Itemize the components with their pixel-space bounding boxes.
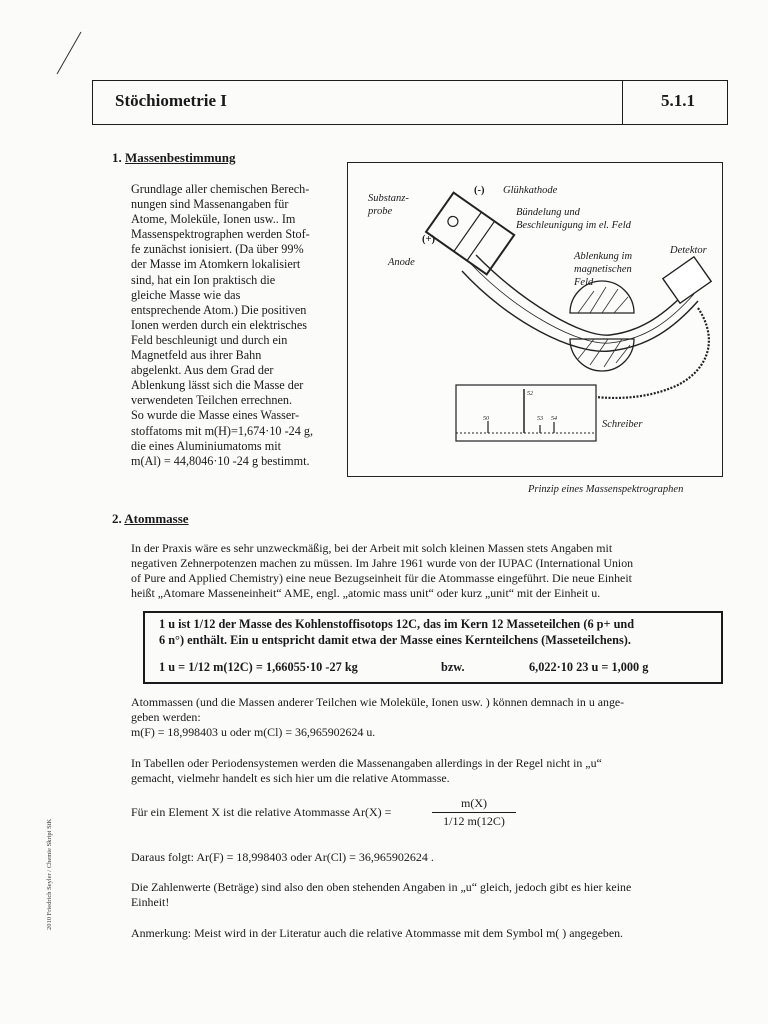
label-detektor: Detektor (670, 245, 707, 256)
intro-line: In der Praxis wäre es sehr unzweckmäßig, bei der Arbeit mit solch kleinen Massen stets Angaben mit (131, 541, 613, 555)
label-schreiber: Schreiber (602, 419, 643, 430)
bzw-label: bzw. (441, 660, 465, 674)
p1-line: Atommassen (und die Massen anderer Teilchen wie Moleküle, Ionen usw. ) können demnach in u ange- (131, 695, 625, 709)
definition-line-1: 1 u ist 1/12 der Masse des Kohlenstoffisotops 12C, das im Kern 12 Masseteilchen (6 p+ und (159, 617, 635, 631)
section1-line: sind, hat ein Ion praktisch die (131, 272, 276, 287)
label-ablenkung-3: Feld (574, 277, 594, 288)
peak-label-50: 50 (483, 416, 489, 422)
unit-formula: 1 u = 1/12 m(12C) = 1,66055·10 -27 kg (159, 660, 358, 674)
label-probe: probe (368, 206, 393, 217)
header-divider (622, 81, 623, 124)
pen-mark (55, 28, 85, 78)
tabellen-paragraph (131, 756, 731, 786)
section1-line: der Masse im Atomkern lokalisiert (131, 257, 301, 272)
label-buendelung-2: Beschleunigung im el. Feld (516, 220, 631, 231)
p2-line: gemacht, vielmehr handelt es sich hier um die relative Atommasse. (131, 771, 450, 786)
section1-text (131, 182, 341, 469)
fraction-denominator: 1/12 m(12C) (443, 814, 505, 828)
label-ablenkung-2: magnetischen (574, 264, 632, 275)
peak-label-54: 54 (551, 416, 557, 422)
fraction-numerator: m(X) (461, 796, 487, 810)
side-copyright-note: 2010 Friedrich Seyler / Chemie Skript StK (46, 818, 53, 930)
label-ablenkung-1: Ablenkung im (574, 251, 633, 262)
fraction-bar (432, 812, 516, 813)
section1-line: abgelenkt. Aus dem Grad der (131, 363, 274, 378)
daraus-folgt: Daraus folgt: Ar(F) = 18,998403 oder Ar(Cl) = 36,965902624 . (131, 850, 434, 864)
section1-line: Feld beschleunigt und durch ein (131, 332, 288, 347)
section1-line: Ablenkung lässt sich die Masse der (131, 378, 304, 393)
section2-number: 2. (112, 511, 122, 526)
figure-caption: Prinzip eines Massenspektrographen (528, 484, 684, 495)
p1-line: m(F) = 18,998403 u oder m(Cl) = 36,965902624 u. (131, 725, 376, 740)
mass-aluminium: m(Al) = 44,8046·10 -24 g bestimmt. (131, 453, 310, 468)
label-minus: (-) (474, 185, 485, 196)
section1-line: Magnetfeld aus ihrer Bahn (131, 348, 262, 363)
intro-line: heißt „Atomare Masseneinheit“ AME, engl. „atomic mass unit“ oder kurz „unit“ mit der Einheit u. (131, 586, 601, 601)
p3-line: Die Zahlenwerte (Beträge) sind also den oben stehenden Angaben in „u“ gleich, jedoch gibt es hier keine (131, 880, 632, 894)
section2-heading (112, 511, 189, 527)
page-header (92, 80, 728, 125)
anmerkung: Anmerkung: Meist wird in der Literatur auch die relative Atommasse mit dem Symbol m( ) angegeben. (131, 926, 624, 940)
peak-label-52: 52 (527, 391, 533, 397)
mass-spectrograph-figure (347, 162, 723, 477)
mass-aluminium-intro: die eines Aluminiumatoms mit (131, 438, 281, 453)
p2-line: In Tabellen oder Periodensystemen werden die Massenangaben allerdings in der Regel nicht in „u“ (131, 756, 602, 770)
fraction (432, 796, 516, 829)
definition-box (143, 611, 723, 684)
section1-line: Grundlage aller chemischen Berech- (131, 182, 310, 196)
ion-source (426, 193, 514, 275)
section2-title: Atommasse (124, 511, 189, 526)
section1-line: entsprechende Atom.) Die positiven (131, 302, 307, 317)
label-buendelung-1: Bündelung und (516, 207, 580, 218)
section1-line: Atome, Moleküle, Ionen usw.. Im (131, 212, 296, 227)
intro-line: of Pure and Applied Chemistry) eine neue Bezugseinheit für die Atommasse eingeführt. Die neue Einheit (131, 571, 632, 586)
definition-line-2: 6 n°) enthält. Ein u entspricht damit etwa der Masse eines Kernteilchens (Masseteilchens). (159, 633, 631, 647)
section1-line: Ionen werden durch ein elektrisches (131, 317, 307, 332)
intro-line: negativen Zehnerpotenzen machen zu müssen. Im Jahre 1961 wurde von der IUPAC (International Union (131, 556, 634, 571)
section1-number: 1. (112, 150, 122, 165)
label-anode: Anode (388, 257, 415, 268)
section1-line: verwendeten Teilchen errechnen. (131, 393, 292, 408)
section1-line: gleiche Masse wie das (131, 287, 241, 302)
page-number: 5.1.1 (661, 91, 695, 110)
section2-intro (131, 541, 731, 601)
label-substanz: Substanz- (368, 193, 409, 204)
page-title: Stöchiometrie I (115, 91, 227, 110)
atommassen-paragraph (131, 695, 731, 740)
zahlenwerte-paragraph (131, 880, 731, 910)
peak-label-53: 53 (537, 416, 543, 422)
section1-line: Massenspektrographen werden Stof- (131, 227, 310, 242)
p3-line: Einheit! (131, 895, 170, 910)
p1-line: geben werden: (131, 710, 201, 725)
mass-hydrogen: stoffatoms mit m(H)=1,674·10 -24 g, (131, 423, 313, 438)
detector-box (663, 257, 711, 303)
section1-line: fe zunächst ionisiert. (Da über 99% (131, 242, 304, 257)
label-gluehkathode: Glühkathode (503, 185, 558, 196)
label-plus: (+) (422, 234, 435, 245)
section1-heading (112, 150, 236, 166)
relative-mass-definition: Für ein Element X ist die relative Atommasse Ar(X) = (131, 805, 392, 819)
avogadro-relation: 6,022·10 23 u = 1,000 g (529, 660, 649, 674)
section1-title: Massenbestimmung (125, 150, 236, 165)
section1-line: nungen sind Massenangaben für (131, 197, 289, 212)
magnet (570, 281, 634, 371)
section1-line: So wurde die Masse eines Wasser- (131, 408, 300, 423)
